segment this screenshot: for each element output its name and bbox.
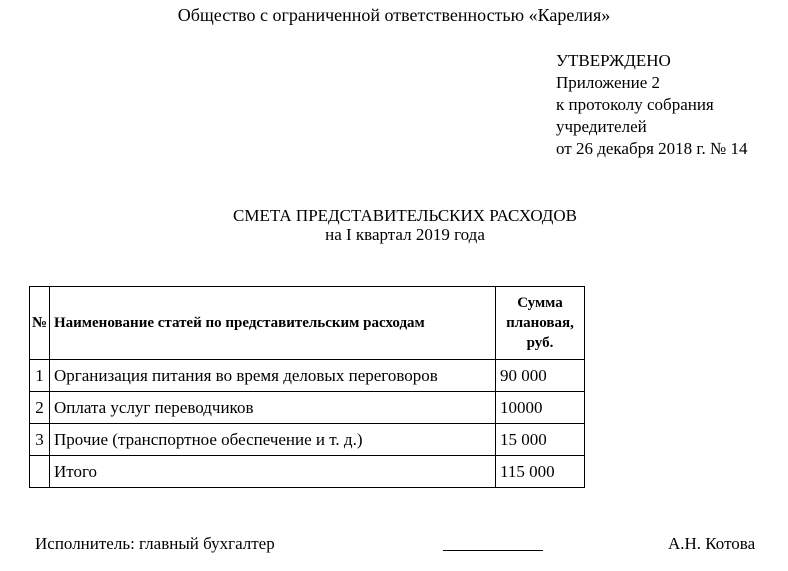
- row-name: Оплата услуг переводчиков: [50, 392, 496, 424]
- approval-line: от 26 декабря 2018 г. № 14: [556, 139, 748, 158]
- row-name: Организация питания во время деловых переговоров: [50, 360, 496, 392]
- approval-line: к протоколу собрания: [556, 95, 714, 114]
- row-sum: 15 000: [496, 424, 585, 456]
- approval-line: учредителей: [556, 117, 647, 136]
- document-title-main: СМЕТА ПРЕДСТАВИТЕЛЬСКИХ РАСХОДОВ: [233, 206, 577, 225]
- executor-label: Исполнитель: главный бухгалтер: [35, 534, 275, 553]
- row-name: Прочие (транспортное обеспечение и т. д.): [50, 424, 496, 456]
- header-sum-line: Сумма: [517, 295, 563, 311]
- row-number: 3: [30, 424, 50, 456]
- approval-line: УТВЕРЖДЕНО: [556, 51, 671, 70]
- header-sum: [496, 287, 585, 360]
- total-row: [30, 456, 585, 488]
- row-sum: 90 000: [496, 360, 585, 392]
- approval-line: Приложение 2: [556, 73, 660, 92]
- row-number: 1: [30, 360, 50, 392]
- header-name: Наименование статей по представительским расходам: [50, 287, 496, 360]
- total-sum: 115 000: [496, 456, 585, 488]
- table-header-row: [30, 287, 585, 360]
- total-label: Итого: [50, 456, 496, 488]
- row-sum: 10000: [496, 392, 585, 424]
- document-title-sub: на I квартал 2019 года: [325, 225, 485, 244]
- total-number: [30, 456, 50, 488]
- header-sum-line: плановая,: [506, 315, 574, 331]
- organization-name: Общество с ограниченной ответственностью «Карелия»: [177, 5, 611, 25]
- table-row: [30, 360, 585, 392]
- signature-name: А.Н. Котова: [668, 534, 756, 553]
- document-title: [0, 206, 788, 244]
- expense-estimate-table: [29, 286, 585, 488]
- approval-block: [556, 50, 747, 160]
- table-row: [30, 392, 585, 424]
- table-row: [30, 424, 585, 456]
- header-sum-line: руб.: [526, 335, 554, 351]
- signature-line: [443, 550, 543, 551]
- header-number: №: [30, 287, 50, 360]
- row-number: 2: [30, 392, 50, 424]
